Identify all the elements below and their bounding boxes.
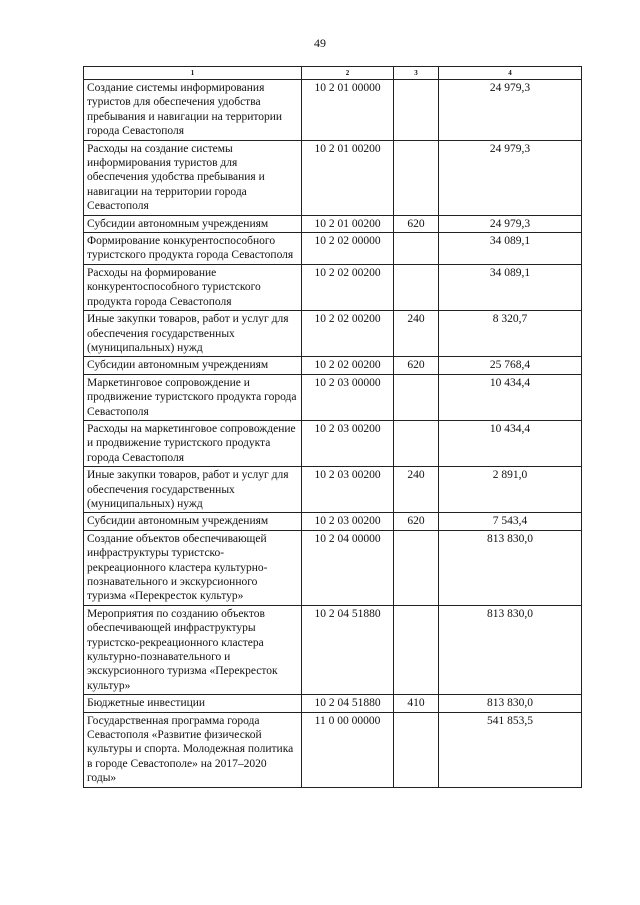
row-expense-type-cell: 240 [394, 311, 439, 357]
row-code-cell: 10 2 03 00200 [302, 513, 394, 530]
row-name-cell: Субсидии автономным учреждениям [84, 513, 302, 530]
row-code-cell: 10 2 01 00200 [302, 140, 394, 215]
row-code-cell: 10 2 02 00000 [302, 233, 394, 265]
table-row [84, 215, 582, 232]
table-row [84, 513, 582, 530]
row-expense-type-cell [394, 530, 439, 605]
row-code-cell: 10 2 04 51880 [302, 605, 394, 694]
row-name-cell: Государственная программа города Севастополя «Развитие физической культуры и спорта. Молодежная политика в городе Севастополе» на 2017–2020 годы» [84, 712, 302, 787]
row-amount-cell: 813 830,0 [439, 695, 582, 712]
row-expense-type-cell: 620 [394, 513, 439, 530]
table-row [84, 605, 582, 694]
row-expense-type-cell: 620 [394, 357, 439, 374]
row-code-cell: 10 2 01 00000 [302, 80, 394, 141]
row-name-cell: Бюджетные инвестиции [84, 695, 302, 712]
row-expense-type-cell [394, 140, 439, 215]
row-name-cell: Маркетинговое сопровождение и продвижение туристского продукта города Севастополя [84, 374, 302, 420]
row-amount-cell: 813 830,0 [439, 605, 582, 694]
row-name-cell: Расходы на формирование конкурентоспособного туристского продукта города Севастополя [84, 264, 302, 310]
row-expense-type-cell [394, 233, 439, 265]
table-row [84, 467, 582, 513]
row-amount-cell: 10 434,4 [439, 420, 582, 466]
row-name-cell: Иные закупки товаров, работ и услуг для обеспечения государственных (муниципальных) нужд [84, 311, 302, 357]
row-amount-cell: 24 979,3 [439, 140, 582, 215]
row-expense-type-cell [394, 605, 439, 694]
row-expense-type-cell [394, 264, 439, 310]
table-row [84, 420, 582, 466]
row-name-cell: Расходы на маркетинговое сопровождение и продвижение туристского продукта города Севастополя [84, 420, 302, 466]
row-code-cell: 10 2 02 00200 [302, 357, 394, 374]
table-row [84, 311, 582, 357]
row-code-cell: 10 2 02 00200 [302, 311, 394, 357]
row-name-cell: Субсидии автономным учреждениям [84, 357, 302, 374]
table-row [84, 357, 582, 374]
page-number: 49 [314, 36, 326, 50]
row-name-cell: Мероприятия по созданию объектов обеспечивающей инфраструктуры туристско-рекреационного кластера культурно-познавательного и экскурсионного туризма «Перекресток культур» [84, 605, 302, 694]
row-code-cell: 10 2 04 00000 [302, 530, 394, 605]
column-header-4: 4 [439, 67, 582, 80]
table-row [84, 374, 582, 420]
row-code-cell: 10 2 01 00200 [302, 215, 394, 232]
row-amount-cell: 24 979,3 [439, 80, 582, 141]
row-code-cell: 10 2 03 00200 [302, 420, 394, 466]
table-row [84, 80, 582, 141]
row-expense-type-cell [394, 374, 439, 420]
budget-table [83, 66, 582, 788]
column-header-2: 2 [302, 67, 394, 80]
column-header-1: 1 [84, 67, 302, 80]
table-row [84, 264, 582, 310]
row-name-cell: Создание системы информирования туристов для обеспечения удобства пребывания и навигации на территории города Севастополя [84, 80, 302, 141]
row-expense-type-cell: 410 [394, 695, 439, 712]
row-expense-type-cell: 620 [394, 215, 439, 232]
row-code-cell: 10 2 04 51880 [302, 695, 394, 712]
row-amount-cell: 10 434,4 [439, 374, 582, 420]
table-row [84, 233, 582, 265]
row-code-cell: 11 0 00 00000 [302, 712, 394, 787]
table-row [84, 695, 582, 712]
row-code-cell: 10 2 02 00200 [302, 264, 394, 310]
row-amount-cell: 34 089,1 [439, 233, 582, 265]
row-expense-type-cell: 240 [394, 467, 439, 513]
row-amount-cell: 7 543,4 [439, 513, 582, 530]
row-name-cell: Расходы на создание системы информирования туристов для обеспечения удобства пребывания и навигации на территории города Севастополя [84, 140, 302, 215]
row-code-cell: 10 2 03 00000 [302, 374, 394, 420]
row-amount-cell: 2 891,0 [439, 467, 582, 513]
row-expense-type-cell [394, 80, 439, 141]
row-amount-cell: 813 830,0 [439, 530, 582, 605]
row-expense-type-cell [394, 420, 439, 466]
row-name-cell: Субсидии автономным учреждениям [84, 215, 302, 232]
row-name-cell: Создание объектов обеспечивающей инфраструктуры туристско-рекреационного кластера культурно-познавательного и экскурсионного туризма «Перекресток культур» [84, 530, 302, 605]
table-row [84, 712, 582, 787]
row-amount-cell: 24 979,3 [439, 215, 582, 232]
row-code-cell: 10 2 03 00200 [302, 467, 394, 513]
row-amount-cell: 25 768,4 [439, 357, 582, 374]
row-name-cell: Иные закупки товаров, работ и услуг для обеспечения государственных (муниципальных) нужд [84, 467, 302, 513]
row-name-cell: Формирование конкурентоспособного туристского продукта города Севастополя [84, 233, 302, 265]
row-expense-type-cell [394, 712, 439, 787]
row-amount-cell: 541 853,5 [439, 712, 582, 787]
row-amount-cell: 34 089,1 [439, 264, 582, 310]
table-body [84, 80, 582, 788]
table-row [84, 140, 582, 215]
table-header-row [84, 67, 582, 80]
table-row [84, 530, 582, 605]
row-amount-cell: 8 320,7 [439, 311, 582, 357]
column-header-3: 3 [394, 67, 439, 80]
